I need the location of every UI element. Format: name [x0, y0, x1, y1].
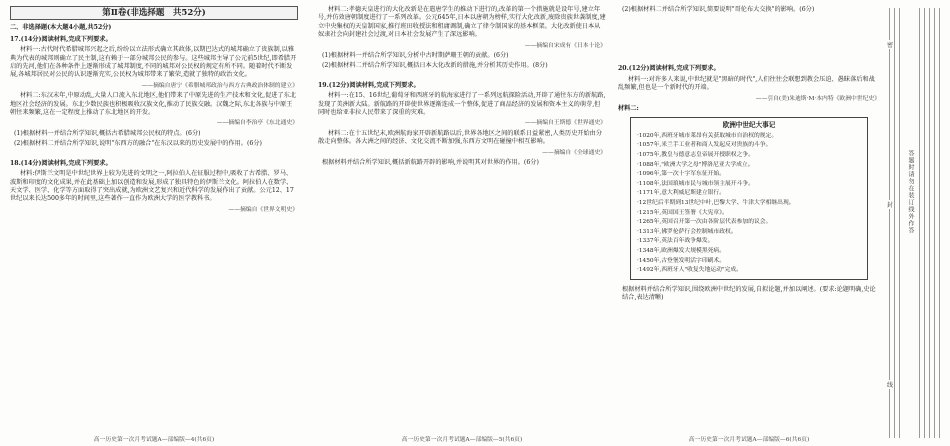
- q17-material-2-source: ——摘编自李治亭《东北通史》: [216, 120, 298, 127]
- timeline-list: [637, 132, 861, 276]
- binding-instruction: 答题时请勿在装订线外作答: [907, 150, 914, 234]
- q20-requirement: 根据材料并结合所学知识,围绕欧洲中世纪的发展,自拟论题,并加以阐述。(要求:论题明确,史论结合,表达清晰): [622, 285, 876, 302]
- timeline-item: ·1348年,欧洲爆发大规模黑死病。: [637, 247, 726, 254]
- section-header: 第Ⅱ卷(非选择题 共52分): [10, 6, 298, 20]
- timeline-item: ·1020年,西班牙城市莱昂有关获取城市自治权的规定。: [637, 132, 778, 139]
- q19-material-2: 材料二:在十五世纪末,欧洲航海家开辟新航路以后,世界各地区之间的联系日益紧密,人类历史开始由分散走向整体。各大洲之间的经济、文化交流不断加强,东西方文明在碰撞中相互影响。: [318, 129, 603, 146]
- q19-material-2-source: ——摘编自《全球通史》: [542, 149, 606, 156]
- timeline-title: 欧洲中世纪大事记: [722, 121, 776, 130]
- q19-requirement-2: (2)根据材料二并结合所学知识,简要说明"哥伦布大交换"的影响。(6分): [622, 6, 815, 13]
- timeline-item: ·1313年,佛罗伦萨行会控制城市政权。: [637, 228, 737, 235]
- q19-requirement: 根据材料并结合所学知识,概括新航路开辟的影响,并说明其对世界的作用。(6分): [322, 159, 539, 167]
- timeline-item: ·1492年,西班牙人"收复失地运动"完成。: [637, 267, 742, 274]
- q17-heading: 17.(14分)阅读材料,完成下列要求。: [10, 35, 112, 43]
- q19-material-1: 材料一:在15、16世纪,葡萄牙和西班牙的航海家进行了一系列远航探险活动,开辟了通往东方的新航路,发现了美洲新大陆。新航路的开辟使世界逐渐连成一个整体,促进了商品经济的发展和资本主义的萌芽,但同时也给亚非拉人民带来了深重的灾难。: [318, 92, 606, 117]
- timeline-item: ·1450年,古登堡发明活字印刷术。: [637, 257, 726, 264]
- page-5-footer: 高一历史第一次月考试题A—部编版—5(共6页): [401, 437, 523, 443]
- q20-material-1-source: ——引自(美)朱迪斯·M·本内特《欧洲中世纪史》: [755, 95, 880, 102]
- q20-material-1: 材料一:对许多人来说,中世纪就是"黑暗的时代",人们往往会联想到教会压迫、愚昧落后和战乱频繁,但也是一个新时代的开端。: [618, 75, 875, 92]
- q18-requirement-2: (2)根据材料二并结合所学知识,概括日本大化改新的措施,并分析其历史作用。(8分): [322, 62, 548, 70]
- timeline-item: ·1096年,第一次十字军东征开始。: [637, 171, 726, 178]
- page-6-footer: 高一历史第一次月考试题A—部编版—6(共6页): [688, 437, 810, 443]
- binding-margin: [885, 0, 950, 446]
- q18-requirement-1: (1)根据材料一并结合所学知识,分析中古时期萨珊王朝的贡献。(6分): [322, 52, 509, 60]
- timeline-item: ·1265年,英国召开第一次由各阶层代表参加的议会。: [637, 219, 772, 226]
- page-4-column: [10, 6, 298, 216]
- timeline-item: ·1337年,英法百年战争爆发。: [637, 238, 714, 245]
- timeline-item: ·1108年,法国琅城市民与城市领主展开斗争。: [637, 180, 754, 187]
- medieval-timeline-box: [630, 117, 868, 279]
- page-6-column: [618, 6, 880, 305]
- q19-material-1-source: ——摘编自王斯德《世界通史》: [524, 120, 606, 127]
- q20-heading: 20.(12分)阅读材料,完成下列要求。: [618, 65, 720, 73]
- q18-material-2: 材料二:孝德天皇进行的大化改新是在遣唐学生的推动下进行的,改革的第一个措施就是设年号,建立年号,并仿效唐朝制度进行了一系列改革。公元645年,日本以唐朝为榜样,实行大化改新,废除贵族世袭制度,建立中央集权的天皇制国家,推行班田收授法和租庸调制,确立了律令制国家的基本框架。大化改新使日本从奴隶社会向封建社会过渡,对日本社会发展产生了深远影响。: [318, 6, 606, 39]
- timeline-item: ·1088年,"欧洲大学之母"博洛尼亚大学成立。: [637, 161, 754, 168]
- q17-material-1-source: ——摘编自唐宁《希腊城邦政治与西方古典政治体制的建立》: [141, 82, 298, 89]
- q17-requirement-2: (2)根据材料二并结合所学知识,说明"东西方的融合"在东汉以来的历史发展中的作用。(6分): [14, 140, 262, 148]
- q20-material-2-label: 材料二:: [618, 105, 639, 113]
- q17-requirement-1: (1)根据材料一并结合所学知识,概括古希腊城邦公民权的特点。(6分): [14, 129, 201, 137]
- timeline-item: ·1215年,英国国王签署《大宪章》。: [637, 209, 728, 216]
- q19-heading: 19.(12分)阅读材料,完成下列要求。: [318, 81, 420, 89]
- binding-mark-line: 线: [887, 382, 894, 389]
- q18-material-2-source: ——摘编自宋成有《日本十论》: [524, 42, 606, 49]
- page-5-column: [318, 6, 606, 170]
- q18-heading: 18.(14分)阅读材料,完成下列要求。: [10, 159, 112, 167]
- binding-mark-seal: 密: [887, 42, 894, 49]
- q18-material: 材料:伊斯兰文明是中世纪世界上较为先进的文明之一,阿拉伯人在征服过程中,吸收了古希腊、罗马、波斯和印度的文化成果,并在此基础上加以创造和发展,形成了独具特色的伊斯兰文化。阿拉伯人在数学、天文学、医学、化学等方面取得了突出成就,为欧洲文艺复兴和近代科学的发展作出了贡献。公元12、17世纪以来长达500多年的时间里,这些著作一直作为欧洲大学的医学教科书。: [10, 170, 294, 203]
- timeline-item: ·1075年,教皇与德意志皇帝展开授职权之争。: [637, 152, 754, 159]
- page-4-footer: 高一历史第一次月考试题A—部编版—4(共6页): [93, 437, 215, 443]
- timeline-item: ·12世纪后半期到13世纪中叶,巴黎大学、牛津大学相继出现。: [637, 200, 795, 206]
- timeline-item: ·1171年,意大利威尼斯建立银行。: [637, 190, 726, 197]
- timeline-item: ·1057年,米兰手工业者和商人发起反对贵族的斗争。: [637, 142, 772, 149]
- question-type-heading: 二、非选择题(本大题4小题,共52分): [10, 24, 112, 32]
- binding-mark-envelope: 封: [887, 202, 894, 209]
- q17-material-2: 材料二:东汉末年,中原动乱,大量人口流入东北地区,他们带来了中原先进的生产技术和文化,促进了东北地区社会经济的发展。东北少数民族也积极吸收汉族文化,推动了民族交融。汉魏之际,东北各族与中原王朝往来频繁,这在一定程度上推动了东北地区的开发。: [10, 92, 297, 117]
- q17-material-1: 材料一:古代时代希腊城邦兴起之后,纷纷以立法形式确立其政体,以期巴达式的城邦确立了贵族制,以雅典为代表的城邦则确立了民主制,这有赖于一部分城邦公民的参与。这些城邦主导了公元前5世纪,即希腊开启的先河,他们在各种条件上逐渐形成了城邦制度,不同的城邦对公民权的规定有所不同。随着时代不断发展,各城邦居民对公民的认识逐渐充实,公民权为城邦带来了繁荣,造就了独特的政治文化。: [10, 46, 297, 79]
- q18-source: ——摘编自《世界文明史》: [228, 206, 298, 213]
